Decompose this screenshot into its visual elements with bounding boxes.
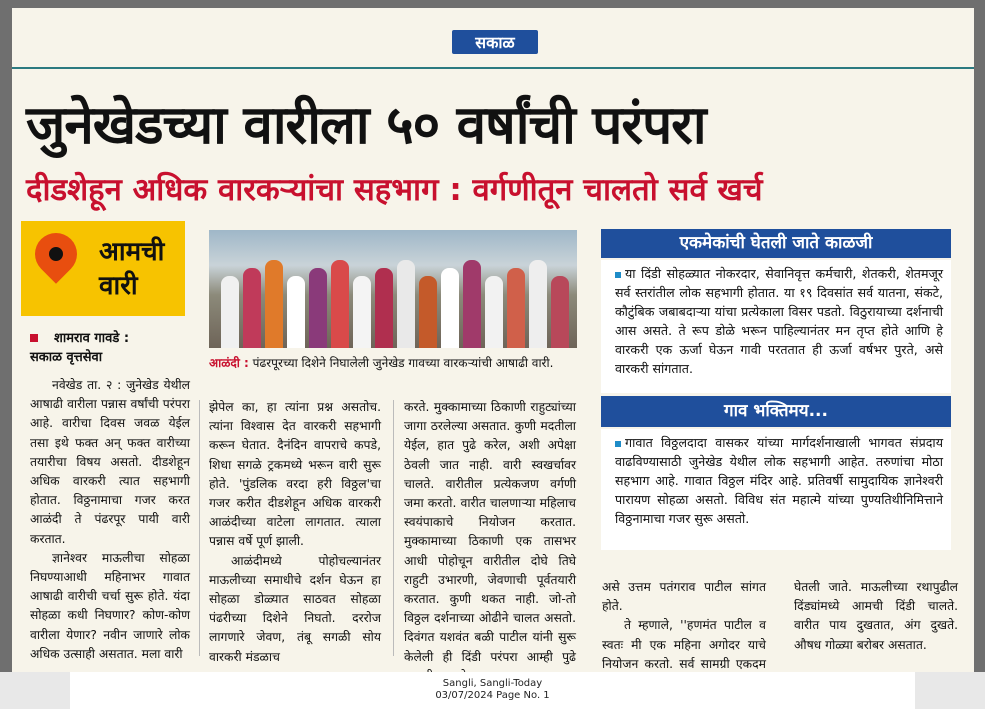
article-paragraph: नवेखेड ता. २ : जुनेखेड येथील आषाढी वारीला पन्नास वर्षांची परंपरा आहे. वारीचा दिवस जवळ येईल तसा इथे फक्त अन् फक्त वारीच्या तयारीचा विषय असतो. दीडशेहून अधिक वारकरी त्यात सहभागी होतात. विठ्ठनामाचा गजर करत आळंदी ते पंढरपूर पायी वारी करतात. [30,378,190,546]
article-paragraph: ज्ञानेश्वर माऊलीचा सोहळा निघण्याआधी महिनाभर गावात आषाढी वारीची चर्चा सुरू होते. यंदा सोहळा कधी निघणार? कोण-कोण वारीला येणार? नवीन जाणारे लोक अधिक उत्साही असतात. मला वारी [30,550,190,661]
photo-figure [485,276,503,348]
sidebar-box-1-title: एकमेकांची घेतली जाते काळजी [601,229,951,258]
author-name: शामराव गावडे : [54,331,130,346]
caption-place: आळंदी : [209,356,249,370]
photo-figure [265,260,283,348]
photo-figure [375,268,393,348]
sidebar-box-2-text: गावात विठ्ठलदादा वासकर यांच्या मार्गदर्शनाखाली भागवत संप्रदाय वाढविण्यासाठी जुनेखेड येथील लोक सहभागी आहेत. तरुणांचा मोठा सहभाग आहे. गावात विठ्ठल मंदिर आहे. प्रतिवर्षी सामुदायिक ज्ञानेश्वरी पारायण सोहळा असतो. विविध संत महात्मे यांच्या पुण्यतिथीनिमित्ताने विठ्ठनामाचा गजर सुरू असतो. [615,435,943,526]
sidebar-box-2 [601,429,951,550]
article-paragraph: ते म्हणाले, ''हणमंत पाटील व स्वतः मी एक महिना अगोदर याचे नियोजन करतो. सर्व सामग्री एकदम [602,618,766,671]
square-bullet-icon [30,334,38,342]
article-paragraph: करते. मुक्कामाच्या ठिकाणी राहुट्यांच्या जागा ठरलेल्या असतात. कुणी मदतीला येईल, हात पुढे करेल, अशी अपेक्षा ठेवली जात नाही. वारी स्वखर्चावर चालते. वारीतील प्रत्येकजण वर्गणी जमा करतो. वारीत चालणाऱ्या महिलाच स्वयंपाकाचे नियोजन करतात. मुक्कामाच्या ठिकाणी एक तासभर आधी पोहोचून वारीतील दोघे तिघे राहुटी उभारणी, जेवणाची पूर्वतयारी करतात. कुणी थकत नाही. जो-तो विठ्ठल दर्शनाच्या ओढीने चालत असतो. दिवंगत यशवंत बळी पाटील यांनी सुरू केलेली ही दिंडी परंपरा आम्ही पुढे [404,400,576,664]
photo-figure [331,260,349,348]
article-paragraph: आळंदीमध्ये पोहोचल्यानंतर माऊलीच्या समाधीचे दर्शन घेऊन हा सोहळा डोळ्यात साठवत सोहळा पंढरीच्या दिशेने निघतो. दररोज लागणारे जेवण, तंबू सगळी सोय वारकरी मंडळाच [209,553,381,664]
sidebar-box-1-text: या दिंडी सोहळ्यात नोकरदार, सेवानिवृत्त कर्मचारी, शेतकरी, शेतमजूर सर्व स्तरांतील लोक सहभागी होतात. या १९ दिवसांत सर्व यातना, संकटे, कौटुंबिक जबाबदाऱ्या यांचा प्रत्येकाला विसर पडतो. विठुरायाच्या दर्शनाची आस असते. ते रूप डोळे भरून पाहिल्यानंतर मन तृप्त होते आणि हे वारकरी एक ऊर्जा घेऊन गावी परततात ही ऊर्जा वर्षभर पुरते, असे वारकरी सांगतात. [615,266,943,376]
photo-figure [419,276,437,348]
viewer-footer [0,672,985,709]
article-paragraph: झेपेल का, हा त्यांना प्रश्न असतोच. त्यांना विश्वास देत वारकरी सहभागी करून घेतात. दैनंदिन वापराचे कपडे, शिधा सगळे ट्रकमध्ये भरून वारी सुरू होते. 'पुंडलिक वरदा हरी विठ्ठल'चा गजर करीत दीडशेहून अधिक वारकरी आळंदीच्या वाटेला लागतात. त्याला पन्नास वर्षे पूर्ण झाली. [209,400,381,549]
location-pin-icon [26,224,85,283]
square-bullet-icon [615,272,621,278]
article-column-1 [30,376,190,664]
headline: जुनेखेडच्या वारीला ५० वर्षांची परंपरा [26,95,706,156]
caption-text: पंढरपूरच्या दिशेने निघालेली जुनेखेड गावच्या वारकऱ्यांची आषाढी वारी. [248,356,554,370]
subheadline: दीडशेहून अधिक वारकऱ्यांचा सहभाग : वर्गणीतून चालतो सर्व खर्च [26,172,763,208]
photo-figure [397,260,415,348]
photo-caption [209,354,553,371]
newspaper-page [12,8,974,673]
column-divider [393,400,394,656]
photo-figure [309,268,327,348]
photo-figure [551,276,569,348]
article-paragraph: घेतली जाते. माऊलीच्या रथापुढील दिंड्यांमध्ये आमची दिंडी चालते. वारीत पाय दुखतात, अंग दुखते. औषध गोळ्या बरोबर असतात. [794,580,958,652]
photo-figure [441,268,459,348]
column-logo-text: आमची वारी [99,237,165,301]
photo-figure [221,276,239,348]
photo-figure [507,268,525,348]
masthead-logo: सकाळ [452,30,538,54]
article-column-3 [404,398,576,686]
sidebar-box-1 [601,260,951,393]
photo-figure [287,276,305,348]
photo-figure [529,260,547,348]
column-divider [199,400,200,656]
sidebar-box-2-title: गाव भक्तिमय... [601,396,951,427]
edition-label: Sangli, Sangli-Today [442,678,543,689]
byline-agency: सकाळ वृत्तसेवा [30,350,103,365]
article-column-2 [209,398,381,667]
article-column-5 [794,578,958,655]
photo-figure [243,268,261,348]
byline-author [30,328,129,346]
photo-figure [353,276,371,348]
masthead-divider [12,67,974,69]
news-photo [209,230,577,348]
page-info [70,672,915,709]
column-logo [21,221,185,316]
square-bullet-icon [615,441,621,447]
date-page-label: 03/07/2024 Page No. 1 [435,690,550,701]
photo-figure [463,260,481,348]
article-paragraph: असे उत्तम पतंगराव पाटील सांगत होते. [602,580,766,614]
